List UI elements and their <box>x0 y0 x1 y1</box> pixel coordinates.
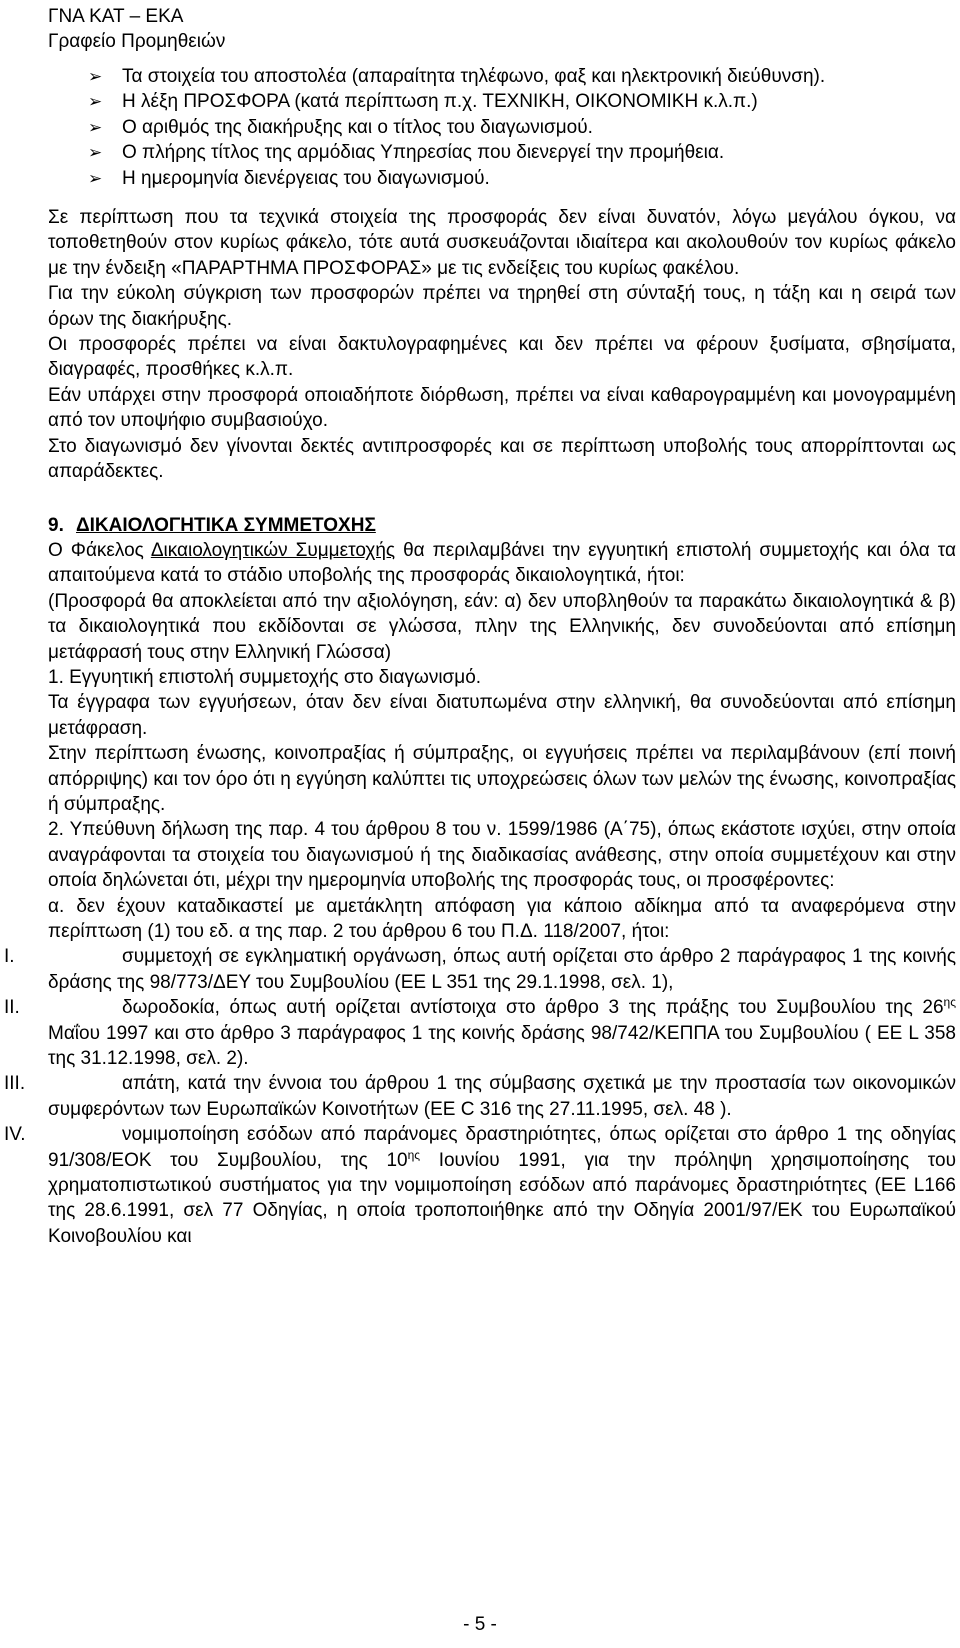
paragraph: 2. Υπεύθυνη δήλωση της παρ. 4 του άρθρου 8 του ν. 1599/1986 (Α΄75), όπως εκάστοτε ισχύει, στην οποία αναγράφονται τα στοιχεία του διαγωνισμού ή της διαδικασίας ανάθεσης, στην οποία συμμετέχουν και στην οποία δηλώνεται ότι, μέχρι την ημερομηνία υποβολής της προσφοράς τους, οι προσφέροντες: <box>48 819 956 892</box>
roman-numeral: IV. <box>4 1124 26 1146</box>
roman-item-text-part: συμμετοχή σε εγκληματική οργάνωση, όπως αυτή ορίζεται στο άρθρο 2 παράγραφος 1 της κοινής δράσης της 98/773/ΔΕΥ του Συμβουλίου (ΕΕ L 351 της 29.1.1998, σελ. 1), <box>48 946 956 993</box>
paragraph: 1. Εγγυητική επιστολή συμμετοχής στο διαγωνισμό. <box>48 666 482 688</box>
paragraph: Για την εύκολη σύγκριση των προσφορών πρέπει να τηρηθεί στη σύνταξή τους, η τάξη και η σειρά των όρων της διακήρυξης. <box>48 283 956 330</box>
paragraph: Εάν υπάρχει στην προσφορά οποιαδήποτε διόρθωση, πρέπει να είναι καθαρογραμμένη και μονογραμμένη από τον υποψήφιο συμβασιούχο. <box>48 384 956 432</box>
header-department: Γραφείο Προμηθειών <box>48 31 226 52</box>
offer-instructions <box>48 205 956 484</box>
roman-item-text-part: απάτη, κατά την έννοια του άρθρου 1 της σύμβασης σχετικά με την προστασία των οικονομικών συμφερόντων των Ευρωπαϊκών Κοινοτήτων (ΕΕ C 316 της 27.11.1995, σελ. 48 ). <box>48 1073 956 1120</box>
paragraph: α. δεν έχουν καταδικαστεί με αμετάκλητη απόφαση για κάποιο αδίκημα από τα αναφερόμενα στην περίπτωση (1) του εδ. α της παρ. 2 του άρθρου 6 του Π.Δ. 118/2007, ήτοι: <box>48 895 956 942</box>
list-item: ➢ Τα στοιχεία του αποστολέα (απαραίτητα τηλέφωνο, φαξ και ηλεκτρονική διεύθυνση). <box>48 64 956 89</box>
roman-numeral: I. <box>4 946 15 968</box>
roman-numeral: III. <box>4 1073 26 1095</box>
roman-numeral: II. <box>4 997 20 1019</box>
section-title: ΔΙΚΑΙΟΛΟΓΗΤΙΚΑ ΣΥΜΜΕΤΟΧΗΣ <box>76 514 376 536</box>
roman-item-text-part: Ιουνίου 1991, για την πρόληψη χρησιμοποίησης του χρηματοπιστωτικού συστήματος για την νομιμοποίηση εσόδων από παράνομες δραστηριότητες (ΕΕ L166 της 28.6.1991, σελ 77 Οδηγίας, η οποία τροποποιήθηκε από την Οδηγία 2001/97/ΕΚ του Ευρωπαϊκού Κοινοβουλίου και <box>48 1149 956 1247</box>
ordinal-superscript: ης <box>407 1147 421 1162</box>
roman-item-text-part: δωροδοκία, όπως αυτή ορίζεται αντίστοιχα στο άρθρο 3 της πράξης του Συμβουλίου της 26 <box>122 997 944 1019</box>
paragraph: Στην περίπτωση ένωσης, κοινοπραξίας ή σύμπραξης, οι εγγυήσεις πρέπει να περιλαμβάνουν (επί ποινή απόρριψης) και τον όρο ότι η εγγύηση καλύπτει τις υποχρεώσεις όλων των μελών της ένωσης, κοινοπραξίας ή σύμπραξης. <box>48 743 956 815</box>
list-item: ➢ Η ημερομηνία διενέργειας του διαγωνισμού. <box>48 166 956 191</box>
paragraph: (Προσφορά θα αποκλείεται από την αξιολόγηση, εάν: α) δεν υποβληθούν τα παρακάτω δικαιολογητικά & β) τα δικαιολογητικά που εκδίδονται σε γλώσσα, πλην της Ελληνικής, δεν συνοδεύονται από επίσημη μετάφρασή τους στην Ελληνική Γλώσσα) <box>48 590 956 663</box>
list-item: ➢ Ο αριθμός της διακήρυξης και ο τίτλος του διαγωνισμού. <box>48 115 956 140</box>
roman-list-item <box>4 1122 956 1249</box>
roman-item-text <box>48 1071 956 1122</box>
list-item: ➢ Ο πλήρης τίτλος της αρμόδιας Υπηρεσίας που διενεργεί την προμήθεια. <box>48 140 956 165</box>
ordinal-superscript: ης <box>943 995 956 1010</box>
roman-item-text <box>48 995 956 1071</box>
page-number: - 5 - <box>463 1614 497 1635</box>
page-header <box>48 4 225 54</box>
intro-suffix: θα περιλαμβάνει την εγγυητική επιστολή συμμετοχής και όλα τα απαιτούμενα κατά το στάδιο υποβολής της προσφοράς δικαιολογητικά, ήτοι: <box>48 539 956 587</box>
roman-item-text-part: Μαΐου 1997 και στο άρθρο 3 παράγραφος 1 της κοινής δράσης 98/742/ΚΕΠΠΑ του Συμβουλίου ( ΕΕ L 358 της 31.12.1998, σελ. 2). <box>48 1022 956 1070</box>
paragraph: Στο διαγωνισμό δεν γίνονται δεκτές αντιπροσφορές και σε περίπτωση υποβολής τους απορρίπτονται ως απαράδεκτες. <box>48 435 956 483</box>
roman-list-item <box>4 1071 956 1122</box>
intro-underlined: Δικαιολογητικών Συμμετοχής <box>150 539 396 561</box>
envelope-details-list <box>48 64 956 191</box>
roman-list-item <box>4 944 956 995</box>
intro-prefix: Ο Φάκελος <box>48 539 151 561</box>
section-intro <box>48 538 956 589</box>
roman-item-text-part: νομιμοποίηση εσόδων από παράνομες δραστηριότητες, όπως ορίζεται στο άρθρο 1 της οδηγίας 91/308/ΕΟΚ του Συμβουλίου, της 10 <box>48 1124 956 1171</box>
roman-item-text <box>48 944 956 995</box>
header-organization: ΓΝΑ ΚΑΤ – ΕΚΑ <box>48 6 184 27</box>
document-body <box>4 64 956 1249</box>
roman-list-item <box>4 995 956 1071</box>
list-item: ➢ Η λέξη ΠΡΟΣΦΟΡΑ (κατά περίπτωση π.χ. ΤΕΧΝΙΚΗ, ΟΙΚΟΝΟΜΙΚΗ κ.λ.π.) <box>48 89 956 114</box>
roman-item-text <box>48 1122 956 1249</box>
paragraph: Οι προσφορές πρέπει να είναι δακτυλογραφημένες και δεν πρέπει να φέρουν ξυσίματα, σβησίματα, διαγραφές, προσθήκες κ.λ.π. <box>48 334 956 381</box>
paragraph: Τα έγγραφα των εγγυήσεων, όταν δεν είναι διατυπωμένα στην ελληνική, θα συνοδεύονται από επίσημη μετάφραση. <box>48 692 956 739</box>
paragraph: Σε περίπτωση που τα τεχνικά στοιχεία της προσφοράς δεν είναι δυνατόν, λόγω μεγάλου όγκου, να τοποθετηθούν στον κυρίως φάκελο, τότε αυτά συσκευάζονται ιδιαίτερα και ακολουθούν τον κυρίως φάκελο με την ένδειξη «ΠΑΡΑΡΤΗΜΑ ΠΡΟΣΦΟΡΑΣ» με τις ενδείξεις του κυρίως φακέλου. <box>48 207 956 279</box>
section-number: 9. <box>48 514 64 536</box>
section-heading <box>48 513 956 538</box>
